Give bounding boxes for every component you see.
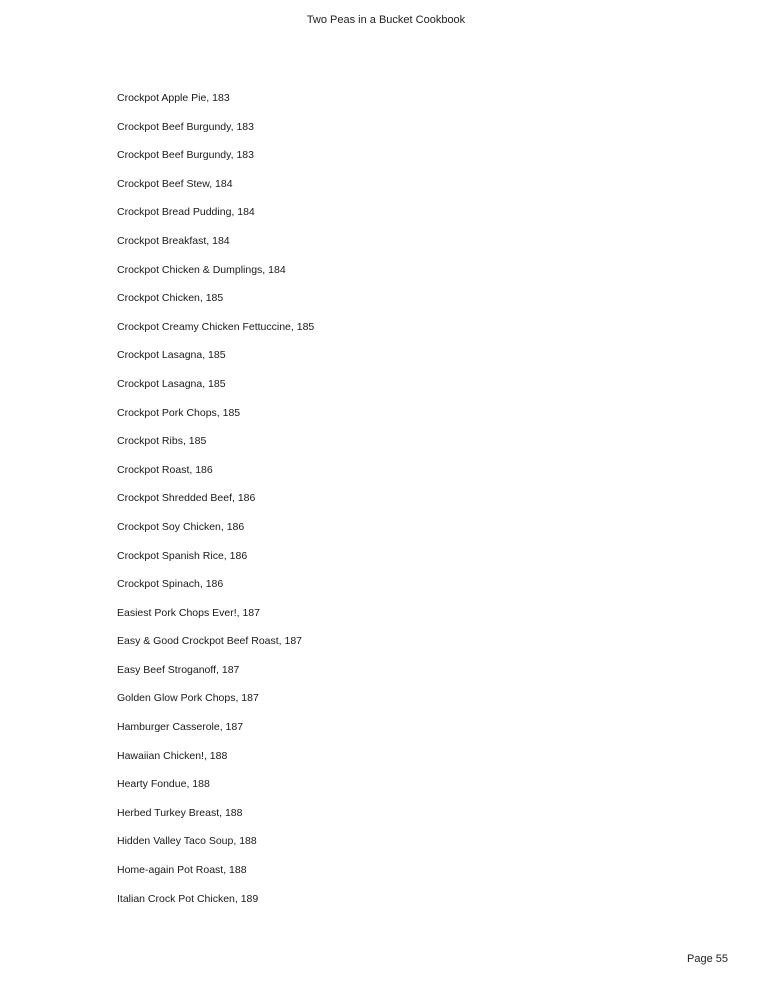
index-entry: Crockpot Bread Pudding, 184 [117,206,255,219]
index-entry: Crockpot Pork Chops, 185 [117,406,241,419]
index-entry: Crockpot Apple Pie, 183 [117,92,230,104]
index-entry: Crockpot Lasagna, 185 [117,377,226,390]
index-entry: Herbed Turkey Breast, 188 [117,806,243,819]
index-entry: Crockpot Soy Chicken, 186 [117,520,245,533]
index-entry: Easy Beef Stroganoff, 187 [117,663,240,676]
index-entry: Crockpot Roast, 186 [117,463,213,476]
index-entry: Crockpot Beef Burgundy, 183 [117,149,254,162]
index-entry: Crockpot Spanish Rice, 186 [117,549,248,562]
index-entry: Italian Crock Pot Chicken, 189 [117,892,259,905]
index-entry: Crockpot Spinach, 186 [117,578,224,591]
index-entry: Hearty Fondue, 188 [117,778,210,791]
index-entry: Crockpot Chicken & Dumplings, 184 [117,263,286,276]
index-entry: Crockpot Creamy Chicken Fettuccine, 185 [117,320,315,333]
index-entry: Easiest Pork Chops Ever!, 187 [117,606,260,619]
page-header-title: Two Peas in a Bucket Cookbook [306,14,466,26]
index-entry: Crockpot Beef Burgundy, 183 [117,120,254,133]
page-number: Page 55 [687,953,728,965]
index-entry: Crockpot Chicken, 185 [117,292,224,305]
index-entry: Hidden Valley Taco Soup, 188 [117,835,257,848]
index-entry: Golden Glow Pork Chops, 187 [117,692,259,705]
index-entry: Crockpot Beef Stew, 184 [117,177,233,190]
index-entry: Crockpot Shredded Beef, 186 [117,492,256,505]
index-entry: Hawaiian Chicken!, 188 [117,749,228,762]
index-entry: Home-again Pot Roast, 188 [117,864,247,877]
index-entry: Easy & Good Crockpot Beef Roast, 187 [117,635,303,648]
index-entry: Crockpot Breakfast, 184 [117,234,230,247]
index-entry: Crockpot Lasagna, 185 [117,349,226,362]
index-entry: Hamburger Casserole, 187 [117,721,244,734]
recipe-index-list [117,90,314,919]
index-entry: Crockpot Ribs, 185 [117,435,207,448]
